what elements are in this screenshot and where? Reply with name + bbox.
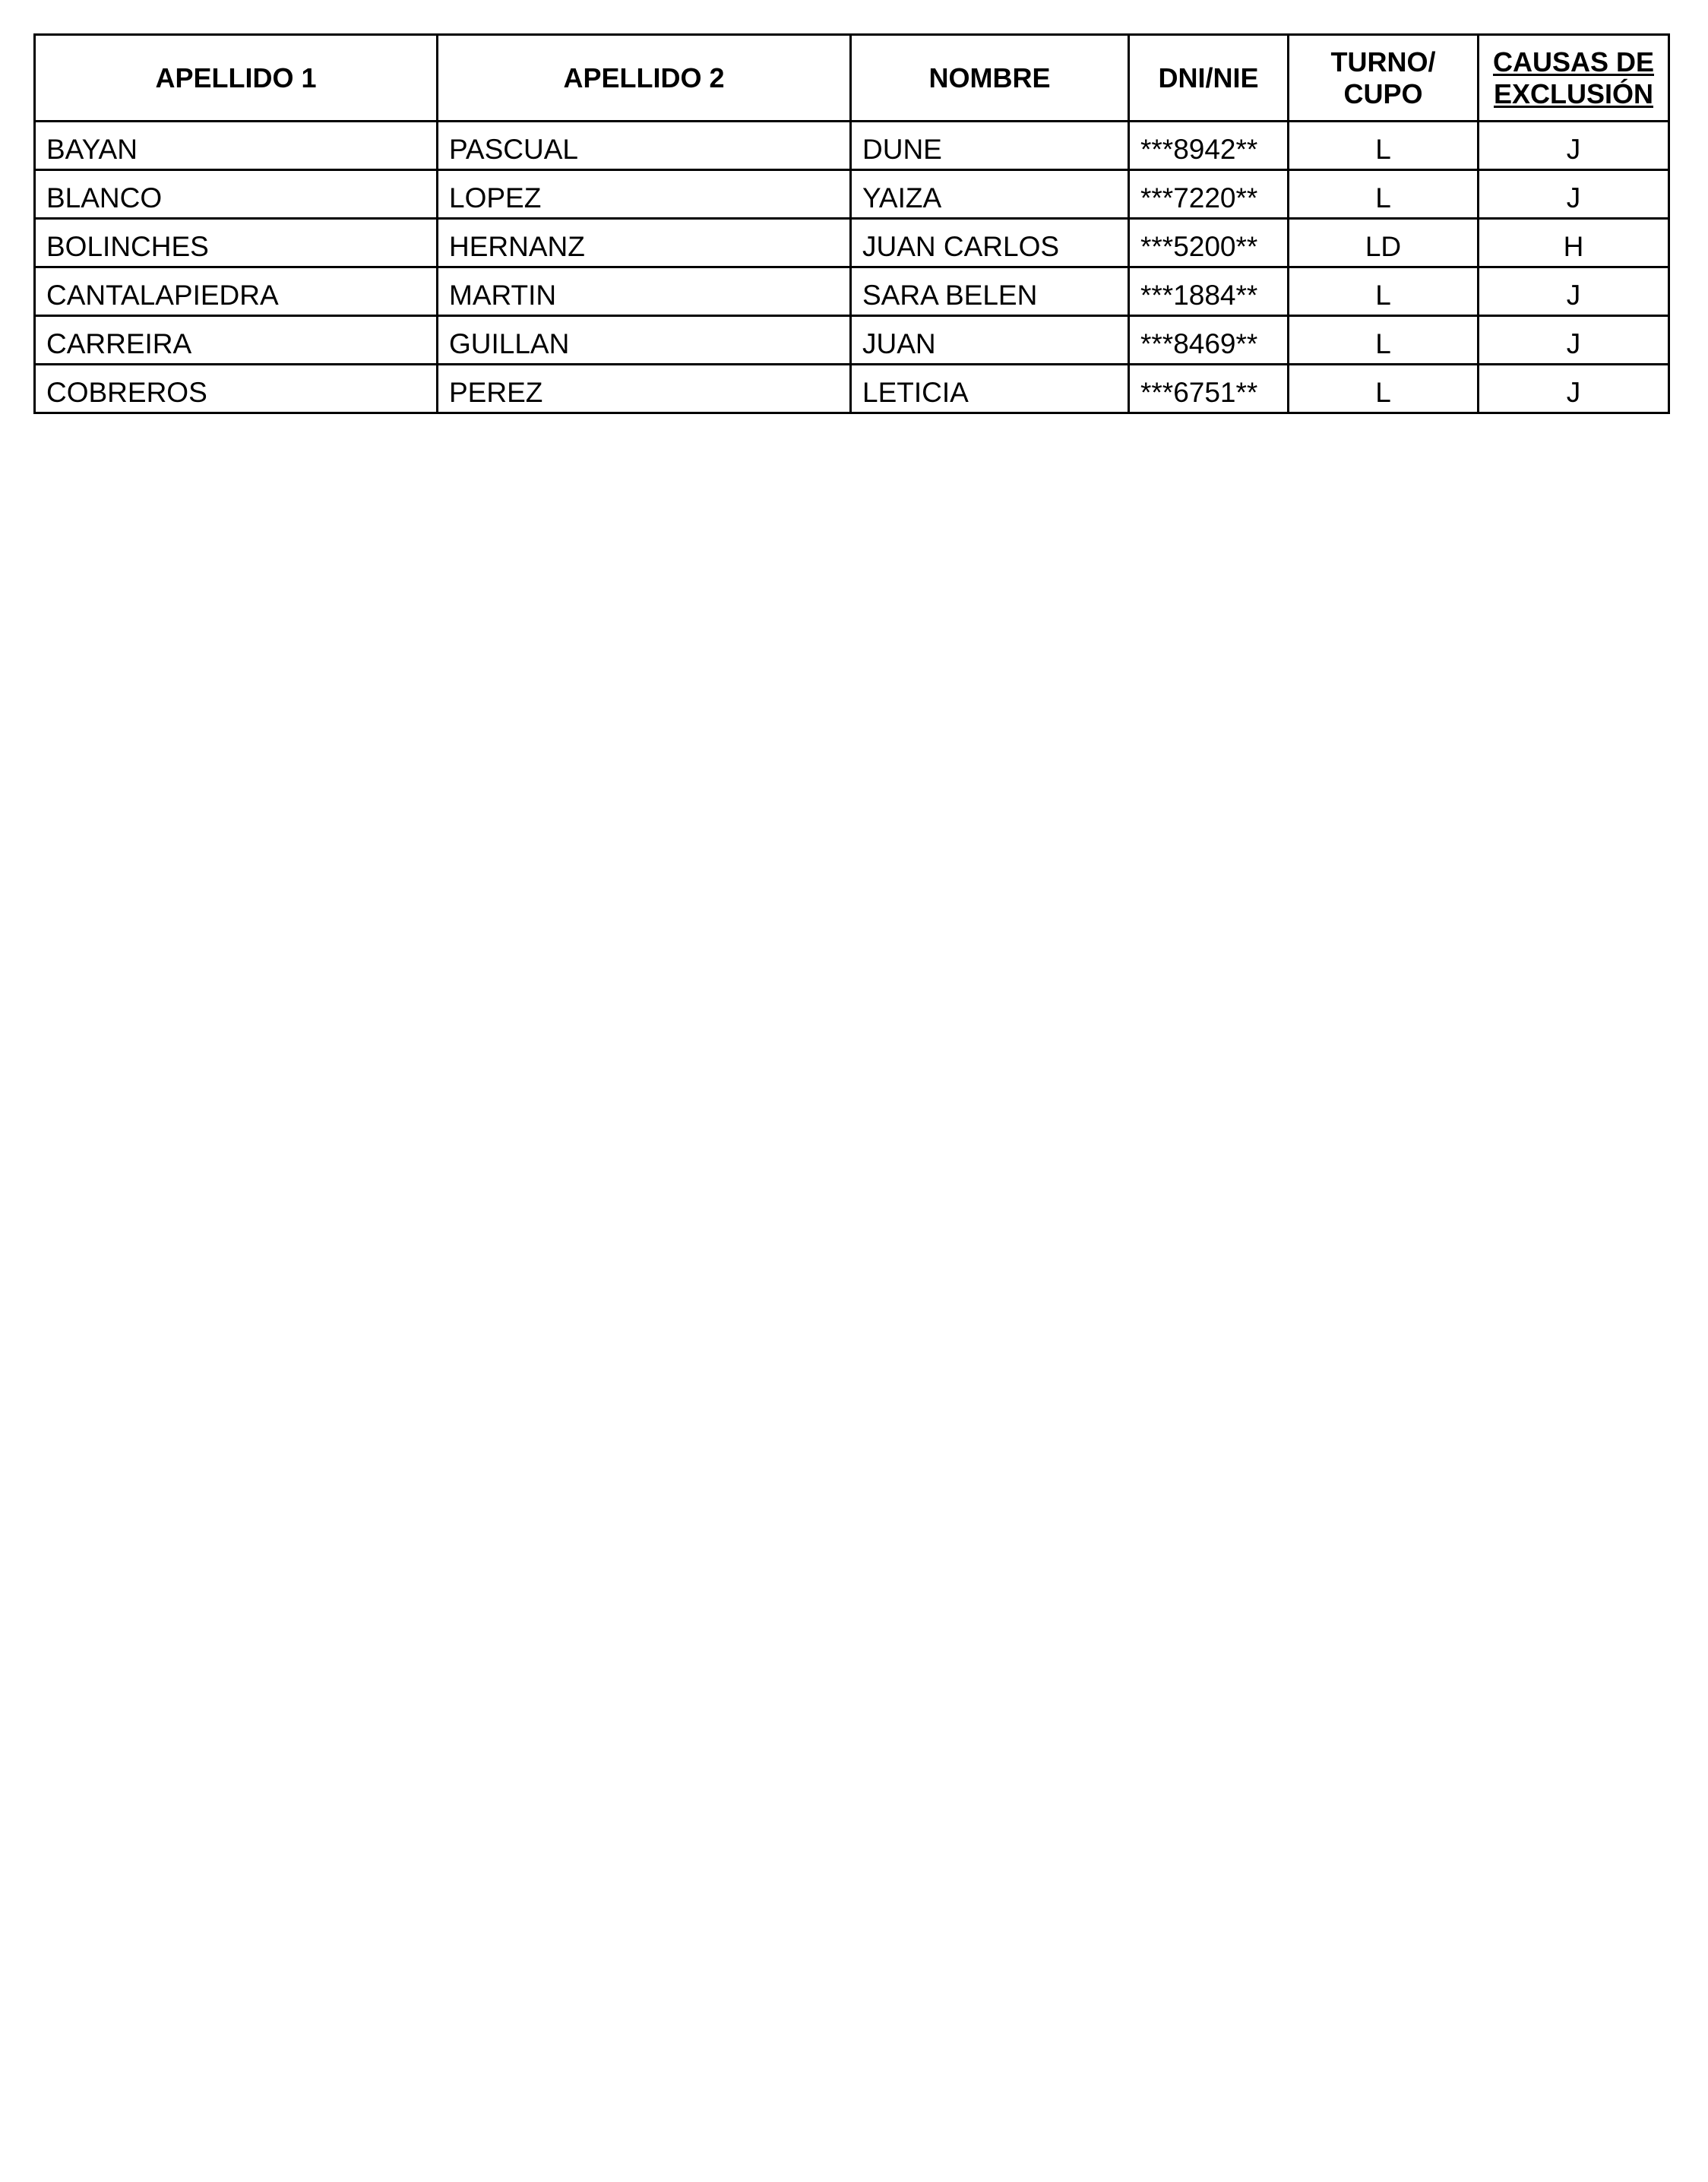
cell-turno-cupo: L xyxy=(1289,122,1479,170)
header-causas-line-1: CAUSAS DE xyxy=(1492,46,1655,77)
cell-apellido-1: BAYAN xyxy=(35,122,438,170)
cell-causa-exclusion: J xyxy=(1479,267,1669,316)
excluded-candidates-table xyxy=(33,33,1670,414)
header-turno-line-1: TURNO/ xyxy=(1330,46,1436,77)
cell-apellido-2: MARTIN xyxy=(438,267,851,316)
cell-turno-cupo: L xyxy=(1289,170,1479,219)
table-row xyxy=(35,267,1669,316)
header-turno-cupo xyxy=(1289,35,1479,122)
header-turno-line-2: CUPO xyxy=(1343,77,1423,109)
table-row xyxy=(35,365,1669,413)
cell-nombre: SARA BELEN xyxy=(851,267,1129,316)
cell-nombre: JUAN xyxy=(851,316,1129,365)
excluded-candidates-table-wrapper xyxy=(33,33,1668,414)
cell-turno-cupo: LD xyxy=(1289,219,1479,267)
cell-apellido-2: PASCUAL xyxy=(438,122,851,170)
cell-apellido-2: LOPEZ xyxy=(438,170,851,219)
table-row xyxy=(35,170,1669,219)
cell-apellido-1: CANTALAPIEDRA xyxy=(35,267,438,316)
cell-dni-nie: ***5200** xyxy=(1129,219,1289,267)
cell-nombre: DUNE xyxy=(851,122,1129,170)
header-apellido-2: APELLIDO 2 xyxy=(438,35,851,122)
table-header-row xyxy=(35,35,1669,122)
cell-turno-cupo: L xyxy=(1289,267,1479,316)
cell-apellido-1: BLANCO xyxy=(35,170,438,219)
cell-dni-nie: ***8942** xyxy=(1129,122,1289,170)
header-dni-nie: DNI/NIE xyxy=(1129,35,1289,122)
header-nombre: NOMBRE xyxy=(851,35,1129,122)
cell-nombre: LETICIA xyxy=(851,365,1129,413)
cell-dni-nie: ***8469** xyxy=(1129,316,1289,365)
table-row xyxy=(35,122,1669,170)
cell-apellido-2: PEREZ xyxy=(438,365,851,413)
header-apellido-1: APELLIDO 1 xyxy=(35,35,438,122)
cell-turno-cupo: L xyxy=(1289,365,1479,413)
cell-nombre: JUAN CARLOS xyxy=(851,219,1129,267)
cell-apellido-2: HERNANZ xyxy=(438,219,851,267)
cell-causa-exclusion: J xyxy=(1479,365,1669,413)
cell-causa-exclusion: J xyxy=(1479,170,1669,219)
table-row xyxy=(35,316,1669,365)
header-causas-exclusion xyxy=(1479,35,1669,122)
cell-causa-exclusion: J xyxy=(1479,316,1669,365)
cell-nombre: YAIZA xyxy=(851,170,1129,219)
cell-causa-exclusion: H xyxy=(1479,219,1669,267)
cell-dni-nie: ***6751** xyxy=(1129,365,1289,413)
cell-apellido-1: COBREROS xyxy=(35,365,438,413)
table-row xyxy=(35,219,1669,267)
cell-dni-nie: ***7220** xyxy=(1129,170,1289,219)
cell-causa-exclusion: J xyxy=(1479,122,1669,170)
cell-turno-cupo: L xyxy=(1289,316,1479,365)
cell-apellido-2: GUILLAN xyxy=(438,316,851,365)
header-causas-line-2: EXCLUSIÓN xyxy=(1493,77,1654,109)
cell-dni-nie: ***1884** xyxy=(1129,267,1289,316)
cell-apellido-1: CARREIRA xyxy=(35,316,438,365)
cell-apellido-1: BOLINCHES xyxy=(35,219,438,267)
